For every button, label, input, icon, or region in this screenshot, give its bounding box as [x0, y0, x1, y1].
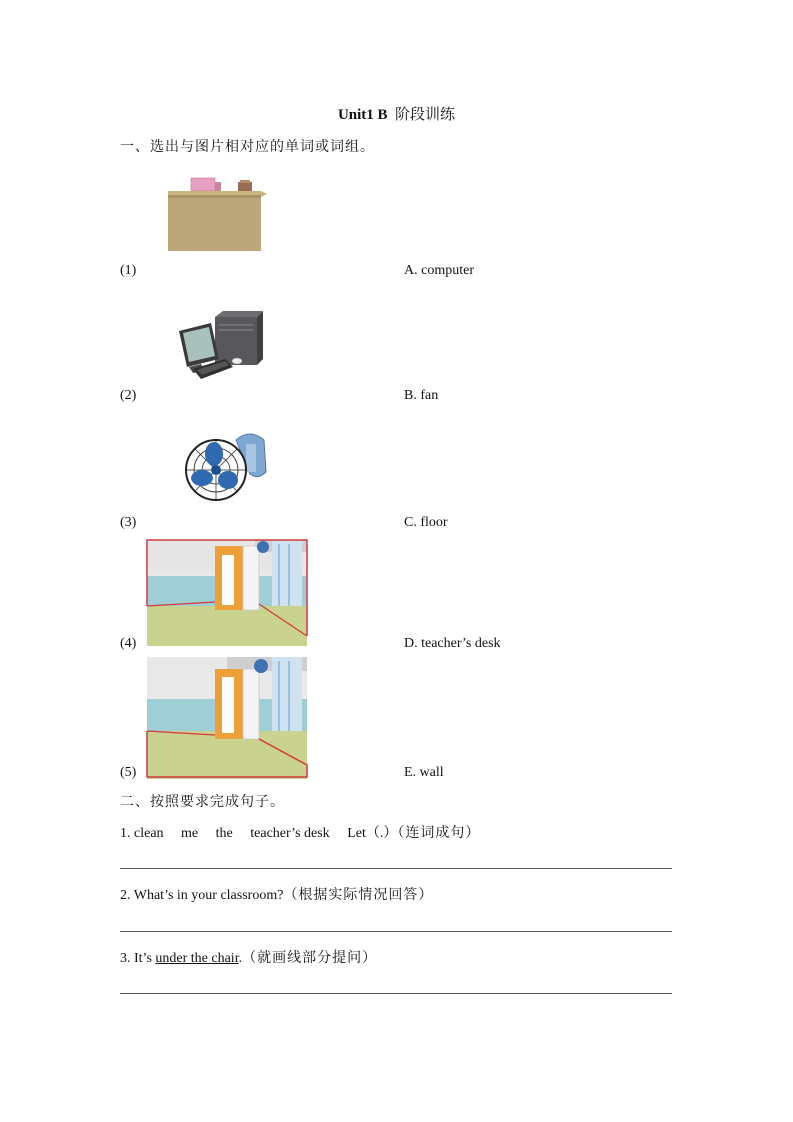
option-c: C. floor: [404, 515, 448, 530]
q1-instruction: （连词成句）: [397, 826, 481, 841]
title-unit: Unit1 B: [337, 107, 388, 123]
title-text: 阶段训练: [395, 107, 456, 123]
question-2: [120, 884, 433, 904]
item-4-number: (4): [120, 636, 137, 651]
question-1: [120, 822, 480, 842]
answer-line-3[interactable]: [120, 993, 672, 994]
section-2-heading: 二、按照要求完成句子。: [120, 795, 285, 810]
q3-suffix: .: [238, 951, 243, 966]
q3-underlined-phrase: under the chair: [155, 951, 239, 966]
section-1-heading: 一、选出与图片相对应的单词或词组。: [120, 140, 375, 155]
item-5-number: (5): [120, 765, 137, 780]
option-a: A. computer: [404, 263, 474, 278]
q1-word-4: teacher’s desk: [250, 826, 330, 841]
q2-text: 2. What’s in your classroom?: [120, 888, 284, 903]
q3-prefix: 3. It’s: [120, 951, 156, 966]
q3-instruction: （就画线部分提问）: [242, 951, 378, 966]
option-b: B. fan: [404, 388, 439, 403]
option-d: D. teacher’s desk: [404, 636, 501, 651]
answer-line-1[interactable]: [120, 868, 672, 869]
option-e: E. wall: [404, 765, 444, 780]
q1-word-5: Let（.）: [347, 826, 398, 841]
classroom-floor-picture: [147, 657, 307, 779]
q2-instruction: （根据实际情况回答）: [283, 888, 434, 903]
item-3-number: (3): [120, 515, 137, 530]
page-title: [0, 103, 793, 124]
question-3: [120, 947, 377, 967]
q1-word-3: the: [215, 826, 233, 841]
item-1-number: (1): [120, 263, 137, 278]
q1-word-2: me: [181, 826, 199, 841]
answer-line-2[interactable]: [120, 931, 672, 932]
teacher-desk-picture: [165, 175, 267, 253]
fan-picture: [184, 430, 274, 508]
item-2-number: (2): [120, 388, 137, 403]
classroom-wall-picture: [147, 540, 307, 646]
q1-word-1: 1. clean: [120, 826, 164, 841]
computer-picture: [175, 309, 267, 381]
